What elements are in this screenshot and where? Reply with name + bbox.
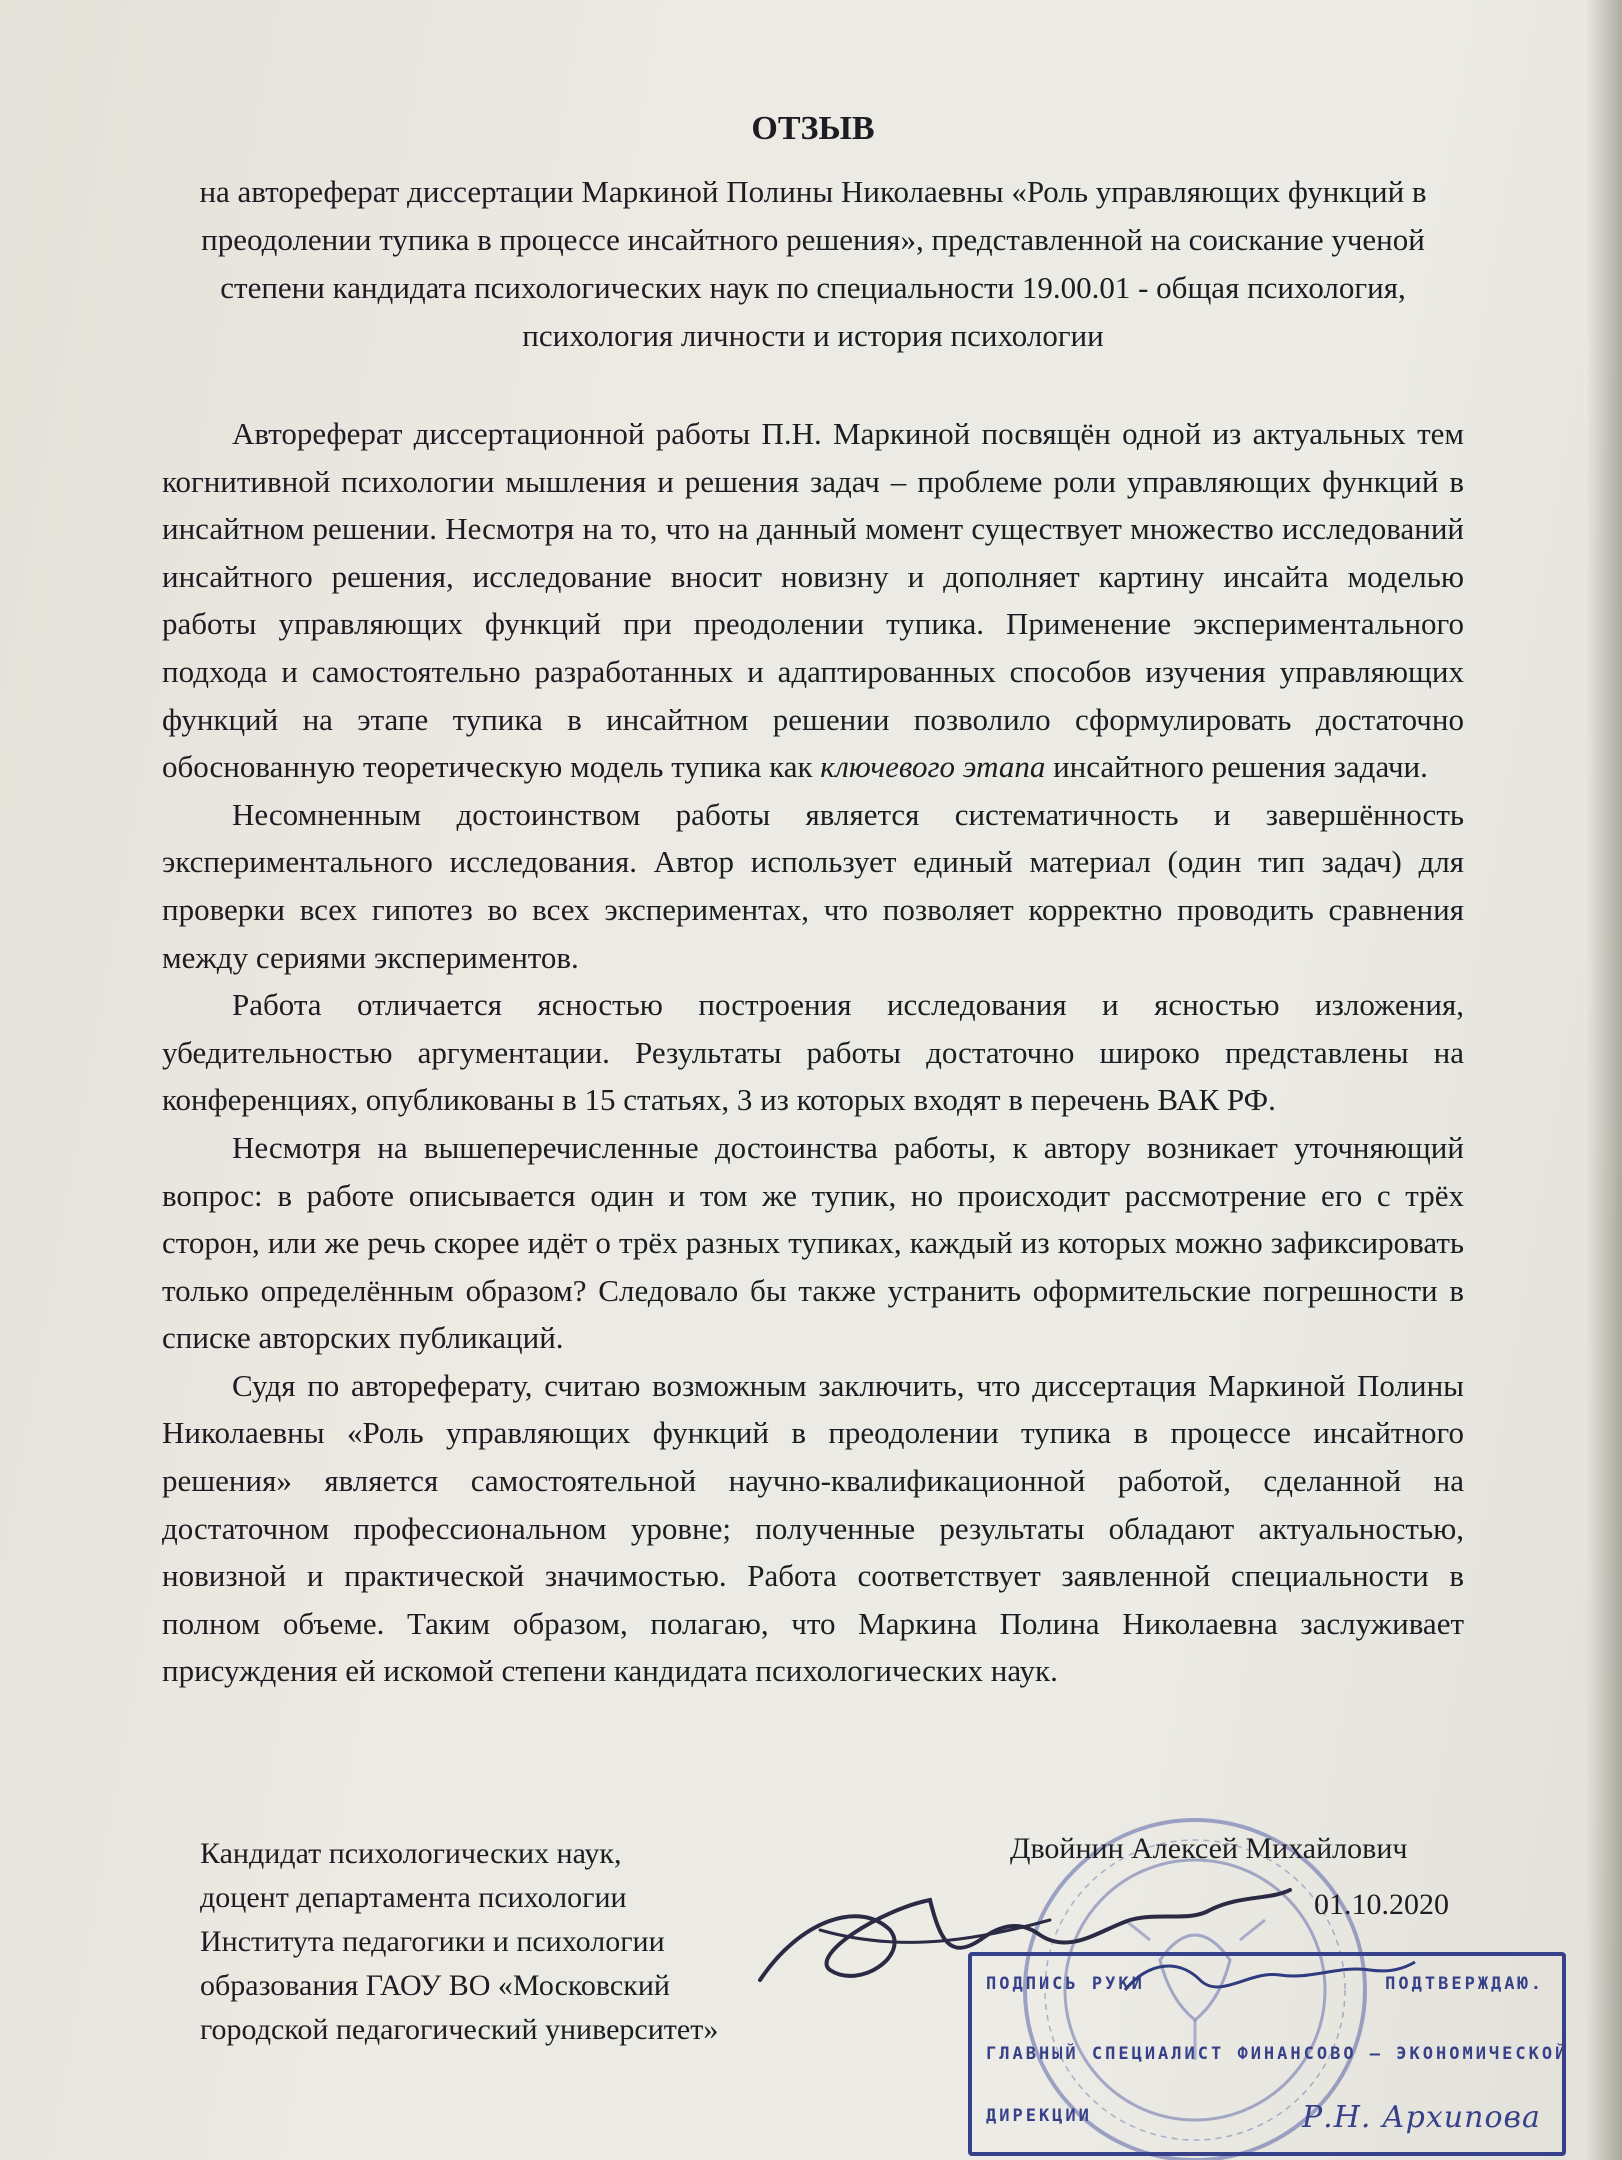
- emphasis-key-stage: ключевого этапа: [820, 749, 1046, 785]
- document-title: ОТЗЫВ: [751, 110, 875, 147]
- paragraph-1: Автореферат диссертационной работы П.Н. Маркиной посвящён одной из актуальных тем когнитивной психологии мышления и решения задач – проблеме роли управляющих функций в инсайтном решении. Несмотря на то, что на данный момент существует множество исследований инсайтного решения, исследование вносит новизну и дополняет картину инсайта моделью работы управляющих функций при преодолении тупика. Применение экспериментального подхода и самостоятельно разработанных и адаптированных способов изучения управляющих функций на этапе тупика в инсайтном решении позволило сформулировать достаточно обоснованную теоретическую модель тупика как ключевого этапа инсайтного решения задачи.: [162, 416, 1464, 785]
- position-line: Кандидат психологических наук,: [200, 1837, 622, 1870]
- paragraph-5: Судя по автореферату, считаю возможным заключить, что диссертация Маркиной Полины Николаевны «Роль управляющих функций в преодолении тупика в процессе инсайтного решения» является самостоятельной научно-квалификационной работой, сделанной на достаточном профессиональном уровне; полученные результаты обладают актуальностью, новизной и практической значимостью. Работа соответствует заявленной специальности в полном объеме. Таким образом, полагаю, что Маркина Полина Николаевна заслуживает присуждения ей искомой степени кандидата психологических наук.: [162, 1367, 1464, 1689]
- stamp-handwritten-name: Р.Н. Архипова: [1302, 2100, 1541, 2135]
- document-body: [162, 110, 1464, 1695]
- signer-position: [200, 1832, 800, 2052]
- stamp-line: ДИРЕКЦИИ: [986, 2106, 1092, 2126]
- position-line: образования ГАОУ ВО «Московский: [200, 1969, 670, 2002]
- position-line: Института педагогики и психологии: [200, 1925, 665, 1958]
- stamp-line: ПОДТВЕРЖДАЮ.: [1385, 1974, 1544, 1994]
- signer-name: Двойнин Алексей Михайлович: [1010, 1832, 1408, 1865]
- stamp-line: ГЛАВНЫЙ СПЕЦИАЛИСТ ФИНАНСОВО – ЭКОНОМИЧЕСКОЙ: [986, 2044, 1569, 2064]
- paragraph-3: Работа отличается ясностью построения исследования и ясностью изложения, убедительностью аргументации. Результаты работы достаточно широко представлены на конференциях, опубликованы в 15 статьях, 3 из которых входят в перечень ВАК РФ.: [162, 987, 1464, 1118]
- document-subtitle: на автореферат диссертации Маркиной Полины Николаевны «Роль управляющих функций в преодолении тупика в процессе инсайтного решения», представленной на соискание ученой степени кандидата психологических наук по специальности 19.00.01 - общая психология, психология личности и история психологии: [199, 174, 1427, 353]
- stamp-signature-icon: [1120, 1950, 1420, 2010]
- position-line: доцент департамента психологии: [200, 1881, 627, 1914]
- page-edge-shadow: [1586, 0, 1622, 2160]
- signature-date: 01.10.2020: [1314, 1888, 1449, 1921]
- stamp-line: ПОДПИСЬ РУКИ: [986, 1974, 1145, 1994]
- paragraph-2: Несомненным достоинством работы является систематичность и завершённость экспериментального исследования. Автор использует единый материал (один тип задач) для проверки всех гипотез во всех экспериментах, что позволяет корректно проводить сравнения между сериями экспериментов.: [162, 796, 1464, 975]
- position-line: городской педагогический университет»: [200, 2013, 719, 2046]
- paragraph-4: Несмотря на вышеперечисленные достоинства работы, к автору возникает уточняющий вопрос: в работе описывается один и том же тупик, но происходит рассмотрение его с трёх сторон, или же речь скорее идёт о трёх разных тупиках, каждый из которых можно зафиксировать только определённым образом? Следовало бы также устранить оформительские погрешности в списке авторских публикаций.: [162, 1129, 1464, 1356]
